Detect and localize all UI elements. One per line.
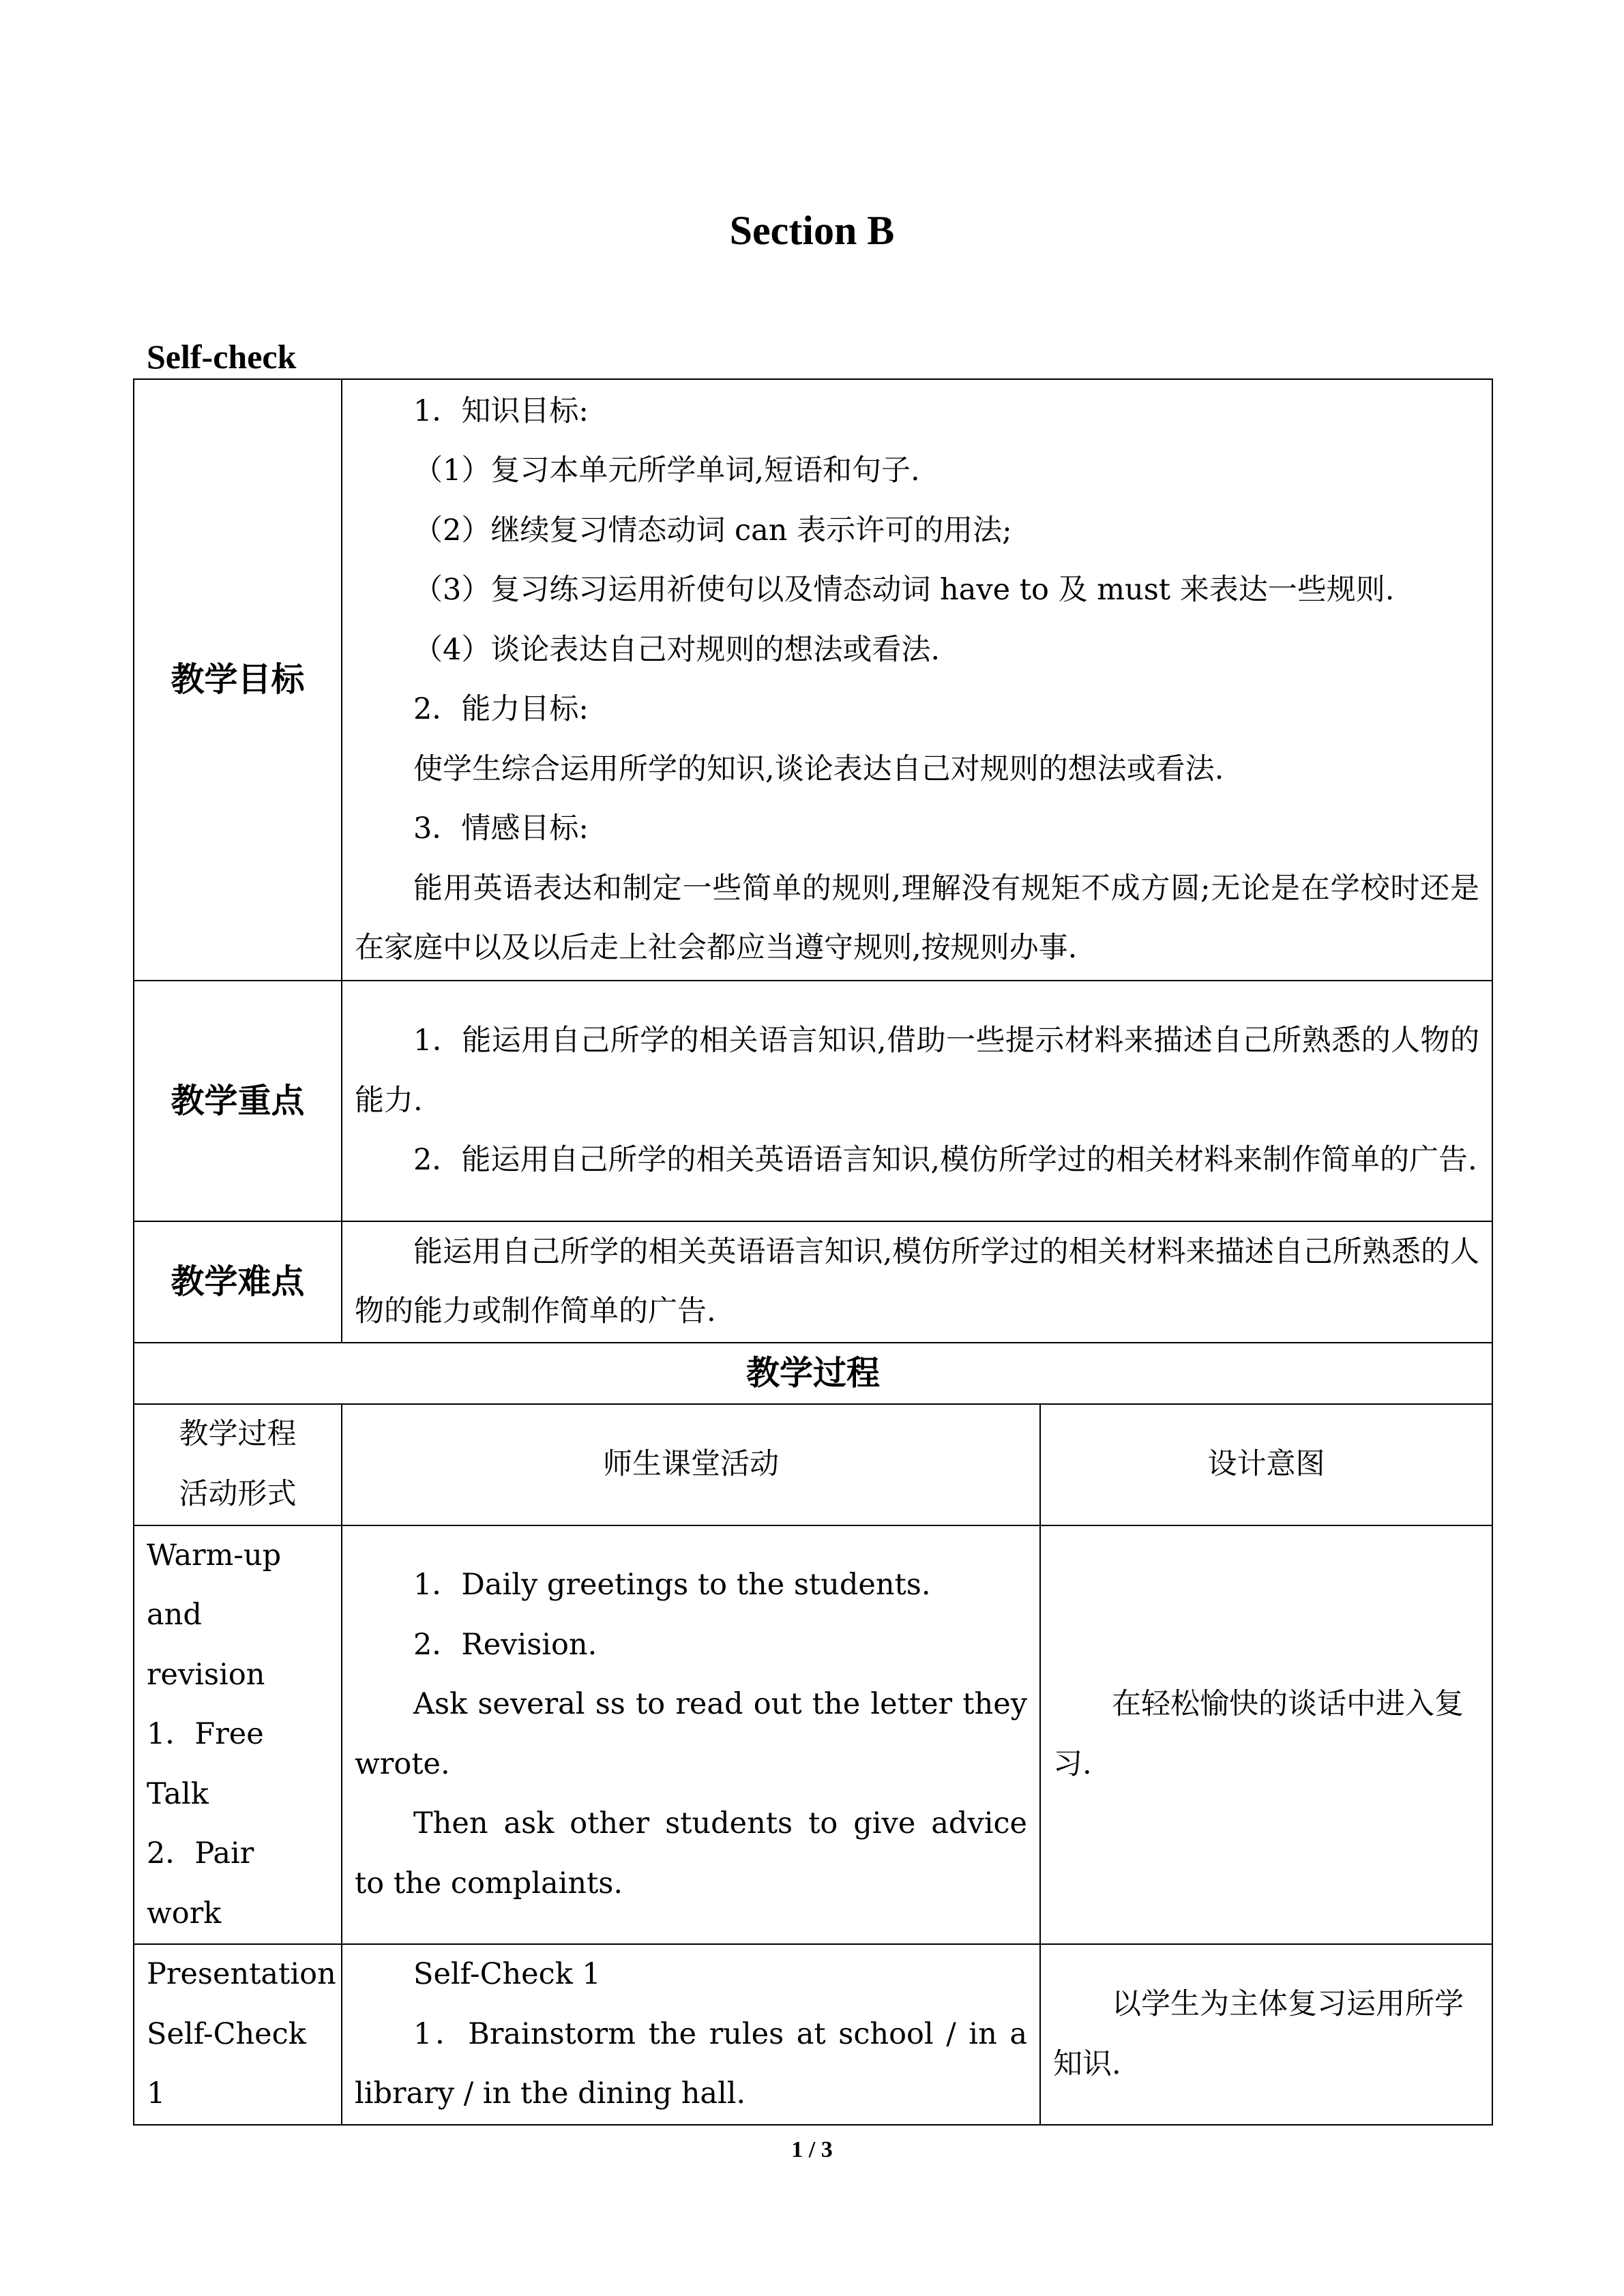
difficulties-content (342, 1221, 1492, 1343)
purpose-cell (1040, 1525, 1492, 1945)
process-title: 教学过程 (134, 1343, 1492, 1404)
activity-cell (342, 1525, 1040, 1945)
objective-line: 2．能力目标: (413, 692, 589, 726)
purpose-text: 以学生为主体复习运用所学知识. (1053, 1987, 1464, 2081)
key-points-row (134, 981, 1492, 1221)
stage-line: 2．Pair work (147, 1836, 254, 1930)
stage-line: and revision (147, 1598, 265, 1692)
column-header-stage (134, 1404, 342, 1525)
objective-line: 能用英语表达和制定一些简单的规则,理解没有规矩不成方圆;无论是在学校时还是在家庭中以及以后走上社会都应当遵守规则,按规则办事. (355, 871, 1479, 965)
objectives-row (134, 379, 1492, 981)
purpose-text: 在轻松愉快的谈话中进入复习. (1053, 1687, 1464, 1781)
difficulty-line: 能运用自己所学的相关英语语言知识,模仿所学过的相关材料来描述自己所熟悉的人物的能力或制作简单的广告. (355, 1234, 1479, 1328)
activity-line: 1．Daily greetings to the students. (413, 1568, 931, 1602)
process-header-row (134, 1404, 1492, 1525)
key-points-content (342, 981, 1492, 1221)
stage-line: Self-Check 1 (147, 2016, 306, 2111)
section-label: Self-check (147, 338, 297, 376)
stage-cell (134, 1525, 342, 1945)
column-header-activity: 师生课堂活动 (342, 1404, 1040, 1525)
key-points-heading: 教学重点 (134, 981, 342, 1221)
stage-line: Warm-up (147, 1538, 282, 1572)
activity-cell (342, 1944, 1040, 2125)
objective-line: （1）复习本单元所学单词,短语和句子. (413, 453, 920, 488)
stage-line: 1．Free Talk (147, 1717, 264, 1811)
activity-line: Then ask other students to give advice to the complaints. (355, 1806, 1027, 1900)
activity-line: Ask several ss to read out the letter they wrote. (355, 1687, 1027, 1781)
objective-line: （3）复习练习运用祈使句以及情态动词 have to 及 must 来表达一些规则. (413, 573, 1395, 607)
objective-line: 3．情感目标: (413, 811, 589, 846)
page-title: Section B (729, 208, 895, 253)
process-title-row (134, 1343, 1492, 1404)
objective-line: 1．知识目标: (413, 393, 589, 428)
activity-line: Self-Check 1 (413, 1957, 601, 1992)
objective-line: （4）谈论表达自己对规则的想法或看法. (413, 632, 941, 667)
lesson-plan-table (133, 378, 1493, 2126)
key-point-line: 2．能运用自己所学的相关英语语言知识,模仿所学过的相关材料来制作简单的广告. (413, 1143, 1477, 1178)
objective-line: （2）继续复习情态动词 can 表示许可的用法; (413, 513, 1012, 548)
key-point-line: 1．能运用自己所学的相关语言知识,借助一些提示材料来描述自己所熟悉的人物的能力. (355, 1024, 1479, 1118)
table-row (134, 1525, 1492, 1945)
difficulties-row (134, 1221, 1492, 1343)
objectives-content (342, 379, 1492, 981)
activity-line: 1．Brainstorm the rules at school / in a library / in the dining hall. (355, 2016, 1027, 2111)
column-header-purpose: 设计意图 (1040, 1404, 1492, 1525)
objectives-heading: 教学目标 (134, 379, 342, 981)
stage-cell (134, 1944, 342, 2125)
objective-line: 使学生综合运用所学的知识,谈论表达自己对规则的想法或看法. (413, 751, 1224, 786)
page-number: 1 / 3 (791, 2137, 833, 2162)
difficulties-heading: 教学难点 (134, 1221, 342, 1343)
activity-line: 2．Revision. (413, 1627, 597, 1662)
column-header-stage-line: 教学过程 (179, 1417, 297, 1451)
column-header-stage-line: 活动形式 (179, 1476, 297, 1511)
stage-line: Presentation (147, 1957, 336, 1992)
purpose-cell (1040, 1944, 1492, 2125)
table-row (134, 1944, 1492, 2125)
